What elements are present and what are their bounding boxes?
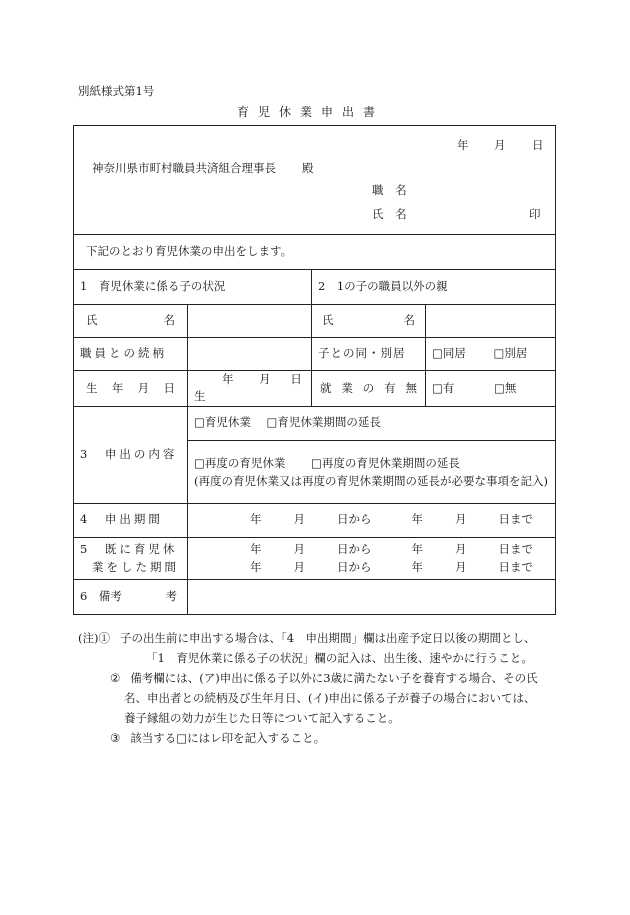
seal-mark: 印: [529, 207, 541, 221]
note3-mark: ③: [110, 731, 121, 745]
note2-line3: 養子縁組の効力が生じた日等について記入すること。: [124, 711, 400, 725]
application-form: [73, 125, 556, 615]
option-repeat-extension[interactable]: □再度の育児休業期間の延長: [311, 455, 460, 470]
date-month-label: 月: [494, 138, 506, 152]
birthdate-label: 生 年 月 日: [74, 371, 188, 407]
notes-prefix: (注): [78, 631, 99, 645]
birth-day: 日生: [194, 372, 302, 404]
notes: [78, 628, 558, 748]
date-year-label: 年: [457, 138, 469, 152]
cohabit-option-separate[interactable]: □別居: [493, 346, 528, 361]
birth-month: 月: [259, 372, 271, 386]
note2-line1: 備考欄には、(ア)申出に係る子以外に3歳に満たない子を養育する場合、その氏: [130, 671, 538, 685]
cohabit-options: [426, 338, 556, 371]
employment-option-yes[interactable]: □有: [432, 380, 455, 395]
period-from-day: 日から: [337, 512, 372, 527]
previous-leave-label: 5 既に育児休 業をした期間: [74, 537, 188, 579]
child-name-label: 氏 名: [74, 305, 188, 338]
honorific: 殿: [302, 161, 314, 175]
request-options-row1: [188, 406, 556, 440]
applicant-name-label: 氏 名: [372, 207, 411, 221]
note2-mark: ②: [110, 671, 121, 685]
note1-line1: 子の出生前に申出する場合は、「4 申出期間」欄は出産予定日以後の期間とし、: [119, 631, 536, 645]
request-period-field[interactable]: [188, 503, 556, 537]
remarks-field[interactable]: [188, 579, 556, 614]
note1-mark: ①: [98, 631, 110, 645]
note3-line1: 該当する□にはレ印を記入すること。: [130, 731, 326, 745]
request-note: (再度の育児休業又は再度の育児休業期間の延長が必要な事項を記入): [194, 473, 548, 488]
option-leave-extension[interactable]: □育児休業期間の延長: [266, 415, 381, 430]
header-block: [74, 126, 556, 235]
period-from-month: 月: [293, 512, 305, 527]
date-day-label: 日: [532, 138, 544, 152]
job-title-label: 職 名: [372, 183, 411, 197]
section2-heading: 2 1の子の職員以外の親: [312, 270, 556, 305]
option-childcare-leave[interactable]: □育児休業: [194, 415, 251, 430]
employment-label: 就 業 の 有 無: [312, 371, 426, 407]
birthdate-field[interactable]: [188, 371, 312, 407]
employment-option-no[interactable]: □無: [494, 380, 517, 395]
employment-options: [426, 371, 556, 407]
intro-text: 下記のとおり育児休業の申出をします。: [74, 235, 556, 270]
relation-field[interactable]: [188, 338, 312, 371]
previous-leave-field[interactable]: 年 月 日から 年 月 日まで 年 月 日から 年 月 日まで: [188, 537, 556, 579]
other-parent-name-field[interactable]: [426, 305, 556, 338]
addressee: 神奈川県市町村職員共済組合理事長: [92, 161, 276, 175]
period-to-year: 年: [411, 512, 423, 527]
option-repeat-leave[interactable]: □再度の育児休業: [194, 455, 286, 470]
request-period-label: 4 申出期間: [74, 503, 188, 537]
request-content-label: 3 申出の内容: [74, 406, 188, 503]
remarks-label: 6 備考 考: [74, 579, 188, 614]
note1-line2: 「1 育児休業に係る子の状況」欄の記入は、出生後、速やかに行うこと。: [146, 651, 533, 665]
form-number: 別紙様式第1号: [78, 84, 155, 98]
document-title: 育児休業申出書: [237, 105, 385, 119]
cohabit-label: 子との同・別居: [312, 338, 426, 371]
period-to-month: 月: [455, 512, 467, 527]
relation-label: 職員との続柄: [74, 338, 188, 371]
section1-heading: 1 育児休業に係る子の状況: [74, 270, 312, 305]
other-parent-name-label: 氏 名: [312, 305, 426, 338]
period-from-year: 年: [250, 512, 262, 527]
child-name-field[interactable]: [188, 305, 312, 338]
birth-year: 年: [222, 372, 234, 386]
note2-line2: 名、申出者との続柄及び生年月日、(イ)申出に係る子が養子の場合においては、: [124, 691, 536, 705]
request-options-row2: [188, 440, 556, 503]
cohabit-option-together[interactable]: □同居: [432, 346, 466, 361]
period-to-day: 日まで: [498, 512, 533, 527]
